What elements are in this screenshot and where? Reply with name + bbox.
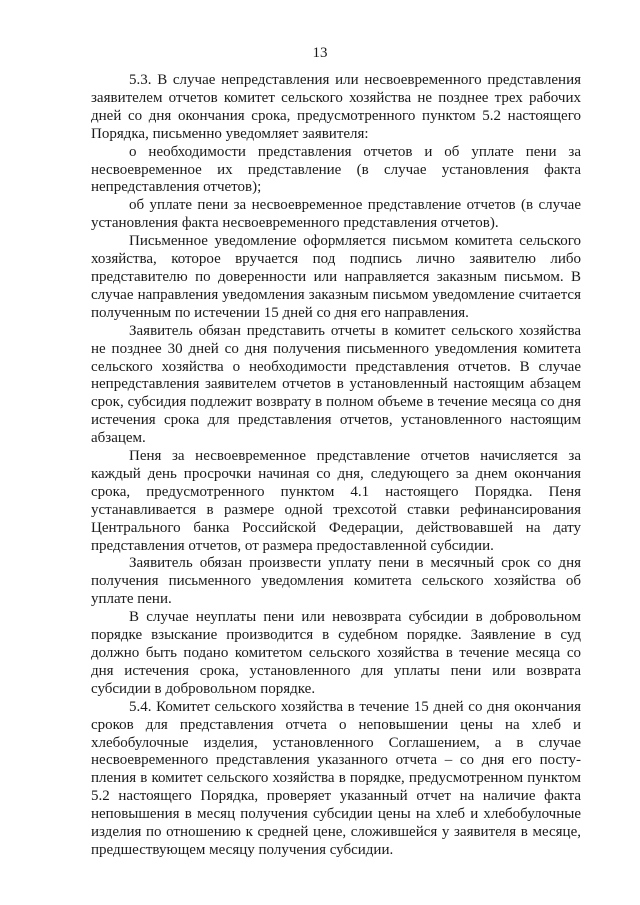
paragraph-penalty-payment: Заявитель обязан произвести уплату пени в месячный срок со дня получения письменного уведомления комитета сельского хозяйства об уплате пени. [91, 555, 581, 608]
paragraph-5-3: 5.3. В случае непредставления или несвоевременного представления заявителем отчетов комитет сельского хозяйства не позднее трех рабочих дней со дня окончания срока, предусмотренного пунктом 5.2 настоящего Порядка, письменно уведомляет заявителя: [91, 72, 581, 142]
paragraph-notice-reports: о необходимости представления отчетов и об уплате пени за несвоевременное их представление (в случае установления факта непредставления отчетов); [91, 143, 581, 196]
paragraph-notice-penalty: об уплате пени за несвоевременное представление отчетов (в случае установления факта несвоевременного представления отчетов). [91, 197, 581, 232]
paragraph-submit-reports: Заявитель обязан представить отчеты в комитет сельского хозяйства не позднее 30 дней со дня получения письменного уведомления комитета сельского хозяйства о необходимости представления отчетов. В случае непредставления заявителем отчетов в установленный настоящим абзацем срок, субсидия подлежит возврату в полном объеме в течение месяца со дня истечения срока для представления отчетов, установленного настоящим абзацем. [91, 322, 581, 447]
document-body [91, 72, 581, 860]
page-number: 13 [312, 45, 328, 61]
paragraph-court-recovery: В случае неуплаты пени или невозврата субсидии в добровольном порядке взыскание производится в судебном порядке. Заявление в суд должно быть подано комитетом сельского хозяйства в течение месяца со дня истечения срока, установленного для уплаты пени или возврата субсидии в добровольном порядке. [91, 609, 581, 697]
paragraph-5-4: 5.4. Комитет сельского хозяйства в течение 15 дней со дня окончания сроков для представления отчета о неповышении цены на хлеб и хлебобулочные изделия, установленного Соглашением, а в случае несвоевременного представления указанного отчета – со дня его поступления в комитет сельского хозяйства в порядке, предусмотренном пунктом 5.2 настоящего Порядка, проверяет указанный отчет на наличие факта неповышения в месяц получения субсидии цены на хлеб и хлебобулочные изделия по отношению к средней цене, сложившейся у заявителя в месяце, предшествующем месяцу получения субсидии. [91, 698, 581, 858]
paragraph-written-notice: Письменное уведомление оформляется письмом комитета сельского хозяйства, которое вручается под подпись лично заявителю либо представителю по доверенности или направляется заказным письмом. В случае направления уведомления заказным письмом уведомление считается полученным по истечении 15 дней со дня его направления. [91, 233, 581, 321]
paragraph-penalty-accrual: Пеня за несвоевременное представление отчетов начисляется за каждый день просрочки начиная со дня, следующего за днем окончания срока, предусмотренного пунктом 4.1 настоящего Порядка. Пеня устанавливается в размере одной трехсотой ставки рефинансирования Центрального банка Российской Федерации, действовавшей на дату представления отчетов, от размера предоставленной субсидии. [91, 448, 581, 554]
